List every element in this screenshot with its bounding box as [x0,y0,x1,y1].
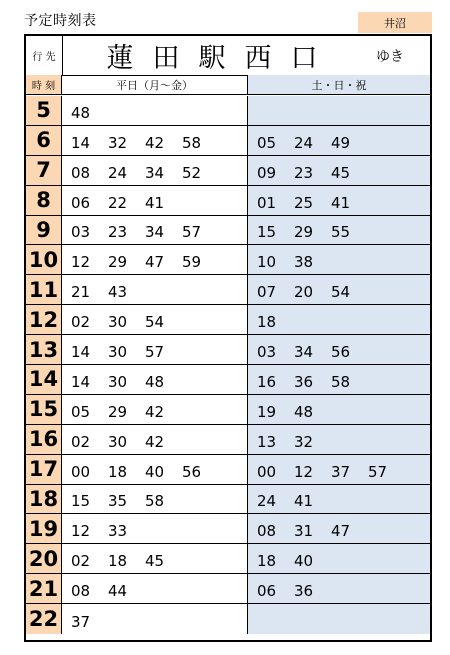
weekday-minute: 48 [145,372,165,391]
weekday-cell [62,425,248,454]
weekday-minute: 03 [71,223,91,242]
hour-row [26,485,430,515]
holiday-cell [248,574,430,603]
holiday-cell [248,305,430,334]
weekday-minute: 42 [145,133,165,152]
weekday-cell [62,156,248,185]
weekday-minute: 59 [182,253,202,272]
weekday-minute: 02 [71,432,91,451]
holiday-minute: 03 [257,343,277,362]
hour-cell: 17 [26,455,62,484]
weekday-minute: 30 [108,372,128,391]
hour-row [26,126,430,156]
hour-row [26,156,430,186]
weekday-cell [62,216,248,245]
weekday-minute: 47 [145,253,165,272]
hour-cell: 8 [26,186,62,215]
weekday-minute: 34 [145,163,165,182]
weekday-minute: 12 [71,253,91,272]
holiday-minute: 54 [331,283,351,302]
holiday-minute: 16 [257,372,277,391]
column-header-row [26,75,430,95]
weekday-cell [62,455,248,484]
hour-row [26,216,430,246]
holiday-minute: 20 [294,283,314,302]
holiday-cell [248,425,430,454]
weekday-cell [62,245,248,274]
hour-cell: 15 [26,395,62,424]
hour-row [26,425,430,455]
holiday-cell [248,395,430,424]
holiday-minute: 19 [257,402,277,421]
holiday-cell [248,156,430,185]
holiday-minute: 09 [257,163,277,182]
weekday-minute: 22 [108,193,128,212]
hour-column-header: 時 刻 [26,75,62,94]
hour-cell: 22 [26,604,62,634]
holiday-minute: 15 [257,223,277,242]
holiday-cell [248,604,430,634]
hour-row [26,395,430,425]
holiday-minute: 47 [331,522,351,541]
hour-cell: 10 [26,245,62,274]
weekday-minute: 02 [71,313,91,332]
weekday-minute: 43 [108,283,128,302]
weekday-minute: 37 [71,613,91,632]
holiday-minute: 31 [294,522,314,541]
holiday-cell [248,485,430,514]
weekday-minute: 30 [108,343,128,362]
weekday-minute: 56 [182,462,202,481]
weekday-cell [62,275,248,304]
timetable-rows [26,96,430,634]
weekday-cell [62,544,248,573]
holiday-minute: 41 [331,193,351,212]
weekday-cell [62,574,248,603]
weekday-minute: 14 [71,133,91,152]
weekday-cell [62,305,248,334]
weekday-minute: 48 [71,103,91,122]
weekday-minute: 08 [71,163,91,182]
hour-row [26,245,430,275]
weekday-minute: 52 [182,163,202,182]
weekday-minute: 12 [71,522,91,541]
weekday-minute: 35 [108,492,128,511]
timetable [24,34,432,642]
weekday-cell [62,365,248,394]
holiday-minute: 12 [294,462,314,481]
hour-row [26,305,430,335]
hour-cell: 9 [26,216,62,245]
hour-row [26,544,430,574]
holiday-minute: 29 [294,223,314,242]
holiday-column-header: 土・日・祝 [248,75,430,94]
weekday-minute: 41 [145,193,165,212]
holiday-minute: 41 [294,492,314,511]
weekday-minute: 08 [71,582,91,601]
hour-cell: 11 [26,275,62,304]
weekday-minute: 32 [108,133,128,152]
weekday-minute: 33 [108,522,128,541]
hour-row [26,455,430,485]
hour-cell: 18 [26,485,62,514]
holiday-minute: 36 [294,372,314,391]
weekday-minute: 57 [182,223,202,242]
holiday-minute: 23 [294,163,314,182]
weekday-cell [62,604,248,634]
holiday-minute: 40 [294,552,314,571]
weekday-minute: 14 [71,343,91,362]
destination-row [26,36,430,76]
holiday-minute: 18 [257,552,277,571]
holiday-cell [248,126,430,155]
holiday-cell [248,96,430,125]
holiday-cell [248,216,430,245]
holiday-minute: 08 [257,522,277,541]
weekday-minute: 15 [71,492,91,511]
hour-row [26,514,430,544]
weekday-minute: 40 [145,462,165,481]
holiday-minute: 25 [294,193,314,212]
weekday-cell [62,395,248,424]
holiday-minute: 05 [257,133,277,152]
weekday-minute: 58 [145,492,165,511]
holiday-minute: 55 [331,223,351,242]
weekday-minute: 54 [145,313,165,332]
hour-cell: 20 [26,544,62,573]
holiday-minute: 24 [294,133,314,152]
hour-cell: 12 [26,305,62,334]
holiday-minute: 13 [257,432,277,451]
holiday-minute: 56 [331,343,351,362]
destination-name: 蓮田駅西口 [106,43,337,74]
hour-row [26,365,430,395]
holiday-minute: 32 [294,432,314,451]
weekday-cell [62,186,248,215]
holiday-minute: 45 [331,163,351,182]
hour-row [26,96,430,126]
holiday-minute: 38 [294,253,314,272]
weekday-minute: 58 [182,133,202,152]
hour-cell: 6 [26,126,62,155]
weekday-minute: 29 [108,402,128,421]
holiday-minute: 49 [331,133,351,152]
holiday-minute: 10 [257,253,277,272]
destination-suffix: ゆき [376,48,404,65]
hour-cell: 7 [26,156,62,185]
holiday-cell [248,544,430,573]
weekday-minute: 42 [145,432,165,451]
hour-row [26,604,430,634]
holiday-minute: 07 [257,283,277,302]
weekday-minute: 45 [145,552,165,571]
hour-cell: 5 [26,96,62,125]
holiday-cell [248,335,430,364]
holiday-cell [248,455,430,484]
weekday-cell [62,335,248,364]
weekday-minute: 29 [108,253,128,272]
holiday-minute: 36 [294,582,314,601]
weekday-minute: 18 [108,552,128,571]
destination-label: 行 先 [26,36,63,75]
holiday-minute: 58 [331,372,351,391]
weekday-minute: 57 [145,343,165,362]
weekday-cell [62,514,248,543]
weekday-minute: 18 [108,462,128,481]
holiday-cell [248,514,430,543]
weekday-minute: 34 [145,223,165,242]
weekday-minute: 30 [108,313,128,332]
hour-row [26,275,430,305]
weekday-cell [62,126,248,155]
holiday-minute: 24 [257,492,277,511]
hour-cell: 16 [26,425,62,454]
weekday-column-header: 平日（月～金） [62,75,248,94]
weekday-cell [62,96,248,125]
weekday-minute: 02 [71,552,91,571]
page-title: 予定時刻表 [24,13,97,29]
hour-cell: 19 [26,514,62,543]
holiday-cell [248,365,430,394]
holiday-minute: 34 [294,343,314,362]
holiday-minute: 57 [368,462,388,481]
weekday-minute: 42 [145,402,165,421]
hour-cell: 14 [26,365,62,394]
weekday-minute: 44 [108,582,128,601]
weekday-minute: 14 [71,372,91,391]
hour-cell: 21 [26,574,62,603]
holiday-minute: 48 [294,402,314,421]
weekday-minute: 05 [71,402,91,421]
holiday-minute: 00 [257,462,277,481]
weekday-minute: 23 [108,223,128,242]
holiday-minute: 06 [257,582,277,601]
weekday-minute: 30 [108,432,128,451]
weekday-minute: 24 [108,163,128,182]
hour-cell: 13 [26,335,62,364]
holiday-minute: 18 [257,313,277,332]
holiday-cell [248,275,430,304]
holiday-minute: 01 [257,193,277,212]
holiday-cell [248,186,430,215]
weekday-minute: 00 [71,462,91,481]
weekday-cell [62,485,248,514]
holiday-minute: 37 [331,462,351,481]
hour-row [26,186,430,216]
weekday-minute: 21 [71,283,91,302]
hour-row [26,574,430,604]
weekday-minute: 06 [71,193,91,212]
holiday-cell [248,245,430,274]
hour-row [26,335,430,365]
stop-name-badge: 井沼 [358,12,432,33]
